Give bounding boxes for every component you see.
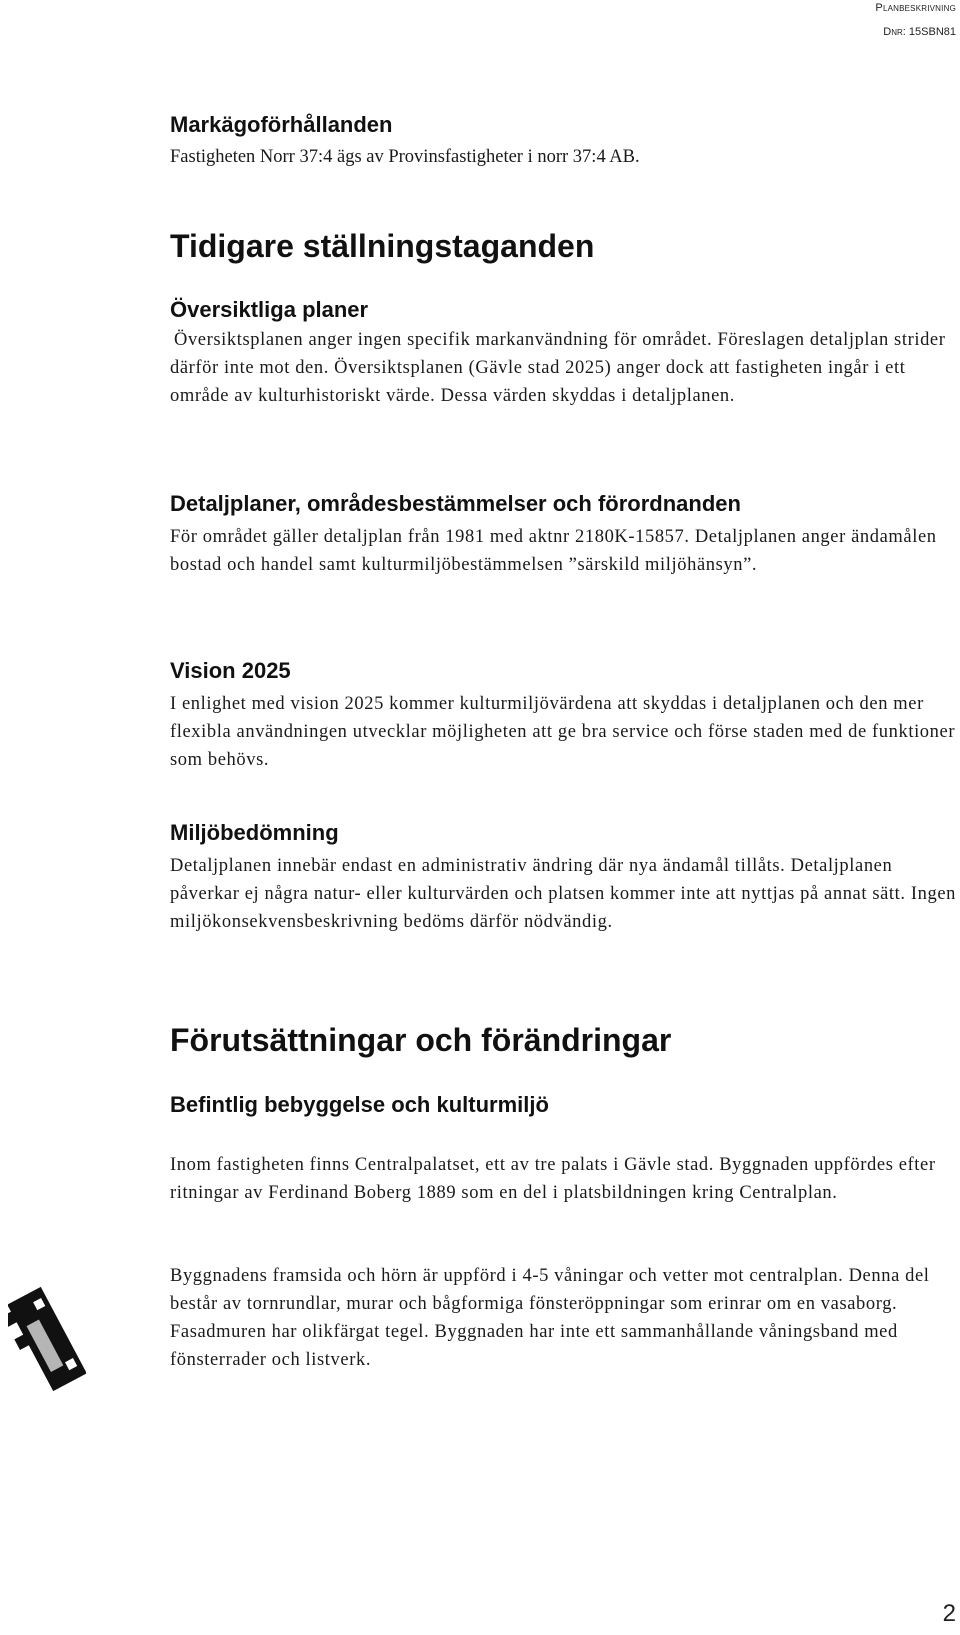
header-dnr-label: Dnr bbox=[883, 26, 903, 38]
heading-forutsattningar: Förutsättningar och förändringar bbox=[170, 1022, 672, 1058]
heading-oversiktliga-planer: Översiktliga planer bbox=[170, 297, 369, 322]
header-diary-number bbox=[883, 26, 956, 38]
page-number: 2 bbox=[942, 1600, 956, 1627]
heading-miljobedomning: Miljöbedömning bbox=[170, 820, 339, 845]
header-document-title: Planbeskrivning bbox=[875, 2, 956, 14]
heading-tidigare-stallningstaganden: Tidigare ställningstaganden bbox=[170, 228, 595, 264]
text-befintlig-paragraph-2: Byggnadens framsida och hörn är uppförd i 4-5 våningar och vetter mot centralplan. Denna del består av tornrundlar, murar och bågformiga fönsteröppningar som erinrar om en vasaborg. Fasadmuren har olikfärgat tegel. Byggnaden har inte ett sammanhållande våningsband med fönsterrader och listverk. bbox=[170, 1266, 930, 1370]
stamp-icon bbox=[8, 1280, 86, 1398]
heading-detaljplaner: Detaljplaner, områdesbestämmelser och förordnanden bbox=[170, 491, 741, 516]
text-detaljplaner: För området gäller detaljplan från 1981 med aktnr 2180K-15857. Detaljplanen anger ändamålen bostad och handel samt kulturmiljöbestämmelsen ”särskild miljöhänsyn”. bbox=[170, 527, 937, 575]
text-vision-2025: I enlighet med vision 2025 kommer kulturmiljövärdena att skyddas i detaljplanen och den mer flexibla användningen utvecklar möjligheten att ge bra service och förse staden med de funktioner som behövs. bbox=[170, 694, 956, 770]
heading-markagoforhallanden: Markägoförhållanden bbox=[170, 112, 393, 137]
heading-vision-2025: Vision 2025 bbox=[170, 658, 291, 683]
header-dnr-value: : 15SBN81 bbox=[902, 26, 956, 38]
text-miljobedomning: Detaljplanen innebär endast en administrativ ändring där nya ändamål tillåts. Detaljplanen påverkar ej några natur- eller kulturvärden och platsen kommer inte att nyttjas på annat sätt. Ingen miljökonsekvensbeskrivning bedöms därför nödvändig. bbox=[170, 856, 956, 932]
text-oversiktliga-planer: Översiktsplanen anger ingen specifik markanvändning för området. Föreslagen detaljplan strider därför inte mot den. Översiktsplanen (Gävle stad 2025) anger dock att fastigheten ingår i ett område av kulturhistoriskt värde. Dessa värden skyddas i detaljplanen. bbox=[170, 330, 946, 406]
text-markagoforhallanden: Fastigheten Norr 37:4 ägs av Provinsfastigheter i norr 37:4 AB. bbox=[170, 147, 640, 167]
heading-befintlig-bebyggelse: Befintlig bebyggelse och kulturmiljö bbox=[170, 1092, 549, 1117]
text-befintlig-paragraph-1: Inom fastigheten finns Centralpalatset, ett av tre palats i Gävle stad. Byggnaden uppfördes efter ritningar av Ferdinand Boberg 1889 som en del i platsbildningen kring Centralplan. bbox=[170, 1155, 936, 1203]
